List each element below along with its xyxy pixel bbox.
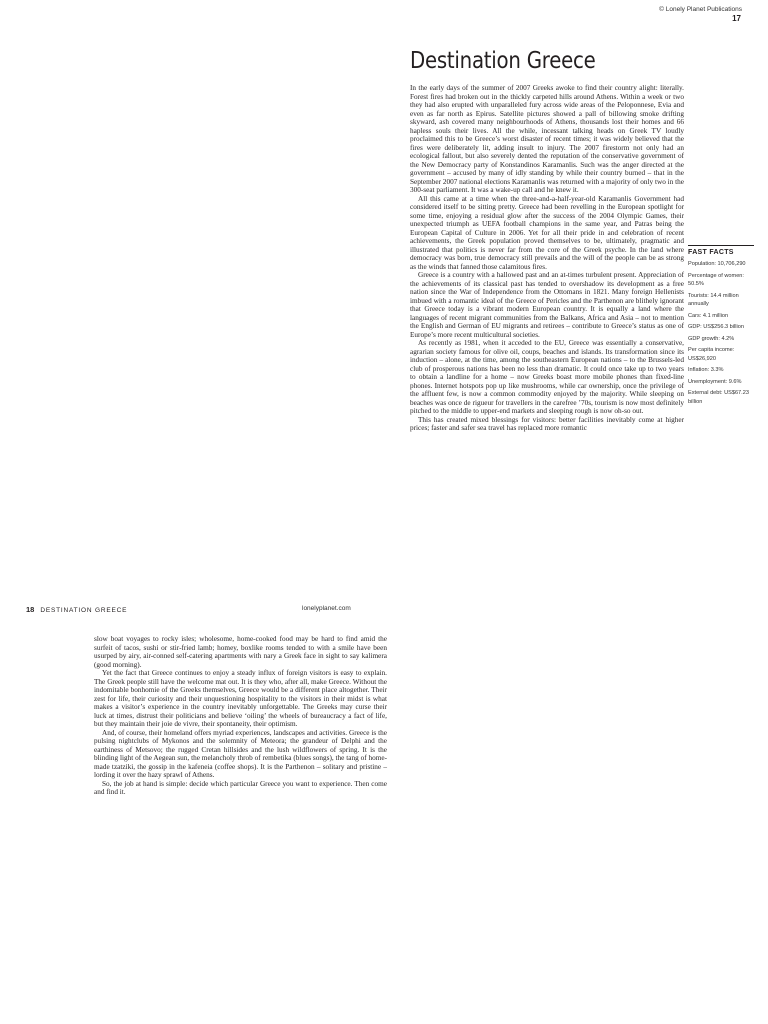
section-title: DESTINATION GREECE [40,607,128,614]
fact-item: GDP growth: 4.2% [688,335,735,342]
fast-facts-heading: FAST FACTS [688,249,734,256]
fact-item: Per capita income: US$26,920 [688,347,735,362]
fast-facts-sidebar [688,245,754,409]
article-column-left [94,635,387,797]
fact-item: Tourists: 14.4 million annually [688,292,739,307]
paragraph: And, of course, their homeland offers myriad experiences, landscapes and activities. Greece is the pulsing nightclubs of Mykonos and the solemnity of Meteora; the grandeur of Delphi and the earthiness of Metsovo; the rugged Cretan hillsides and the lush wildflowers of spring. It is the blinding light of the Aegean sun, the melancholy throb of rembetika (blues songs), the tang of home-made tzatziki, the gossip in the kafeneia (coffee shops). It is the Parthenon – solitary and pristine – lording it over the hazy sprawl of Athens. [94,728,387,779]
copyright-notice: © Lonely Planet Publications [659,6,742,13]
paragraph: slow boat voyages to rocky isles; wholesome, home-cooked food may be hard to find amid the surfeit of tacos, sushi or stir-fried lamb; homey, boxlike rooms tended to with a smile have been usurped by airy, air-conned self-catering apartments with nary a Greek face in sight to say kalimera (good morning). [94,635,387,669]
paragraph: This has created mixed blessings for visitors: better facilities inevitably come at higher prices; faster and safer sea travel has replaced more romantic [410,415,684,432]
fact-item: GDP: US$256.3 billion [688,324,744,330]
fact-item: Cars: 4.1 million [688,312,729,319]
paragraph: All this came at a time when the three-and-a-half-year-old Karamanlis Government had considered itself to be sitting pretty. Greece had been revelling in the European spotlight for some time, enjoying a residual glow after the success of the 2004 Olympic Games, their unexpected triumph as UEFA football champions in the same year, and Patras being the European Capital of Culture in 2006. Yet for all their pride in and celebration of recent achievements, the Greek population proved themselves to be, ultimately, pragmatic and illustrated that politics is never far from the core of the Greek psyche. In the land where democracy was born, true democracy still prevails and the will of the people can be as strong as the winds that fanned those calamitous fires. [410,194,684,271]
paragraph: So, the job at hand is simple: decide which particular Greece you want to experience. Then come and find it. [94,779,387,796]
paragraph: Greece is a country with a hallowed past and an at-times turbulent present. Appreciation of the achievements of its classical past has tended to overshadow its development as a free nation since the War of Independence from the Ottomans in 1821. Many foreign Hellenists imbued with a romantic ideal of the Greece of Pericles and the Parthenon are blithely ignorant that Greece today is a vibrant modern European country. It is equally a land where the languages of recent migrant communities from the Balkans, Africa and Asia – not to mention the English and German of EU migrants and retirees – contribute to Greece’s status as one of Europe’s more recent multicultural societies. [410,271,684,339]
fact-item: Population: 10,706,290 [688,261,746,267]
article-column-right [410,84,684,433]
fact-item: External debt: US$67.23 billion [688,390,749,405]
running-header [26,605,127,614]
fact-item: Unemployment: 9.6% [688,378,742,385]
page-title: Destination Greece [410,48,596,74]
paragraph: In the early days of the summer of 2007 Greeks awoke to find their country alight: literally. Forest fires had broken out in the thickly carpeted hills around Athens. Within a week or two they had also erupted with unparalleled fury across wide areas of the Peloponnese, Evia and even as far north as Epirus. Satellite pictures showed a pall of billowing smoke drifting skyward, ash covered many neighbourhoods of Athens, thousands lost their homes and 66 hapless souls their lives. All the while, incessant talking heads on Greek TV loudly proclaimed this to be Greece’s worst disaster of recent times; it was widely believed that the fires were deliberately lit, adding insult to injury. The 2007 firestorm not only had an ecological fallout, but also severely dented the reputation of the conservative government of the New Democracy party of Konstandinos Karamanlis. Such was the anger directed at the government – accused by many of idly standing by while their country burned – that in the September 2007 national elections Karamanlis was returned with a majority of only two in the 300-seat parliament. It was a wake-up call and he knew it. [410,84,684,194]
fact-item: Inflation: 3.3% [688,367,724,373]
website-label: lonelyplanet.com [302,605,351,612]
fact-item: Percentage of women: 50.5% [688,272,744,287]
page-number-top: 17 [732,14,741,23]
paragraph: Yet the fact that Greece continues to enjoy a steady influx of foreign visitors is easy to explain. The Greek people still have the welcome mat out. It is they who, after all, make Greece. Without the indomitable bonhomie of the Greeks themselves, Greece would be a different place altogether. Their zest for life, their curiosity and their unquestioning hospitality to the visitors in their midst is what makes a visitor’s experience in the country inevitably unforgettable. The Greeks may curse their luck at times, distrust their politicians and believe ‘oiling’ the wheels of bureaucracy a fact of life, but they maintain their joie de vivre, their spontaneity, their optimism. [94,669,387,728]
paragraph: As recently as 1981, when it acceded to the EU, Greece was essentially a conservative, agrarian society famous for olive oil, coups, beaches and islands. Its transformation since its induction – alone, at the time, among the southeastern European nations – to the Brussels-led club of prosperous nations has been no less than dramatic. It could once take up to two years to obtain a landline for a home – now Greeks boast more mobile phones than fixed-line phones. Internet hotspots pop up like mushrooms, while car ownership, once the privilege of the affluent few, is now a common commodity enjoyed by the majority. While sleeping on beaches was once de rigueur for travellers in the carefree ’70s, tourism is now most definitely pitched to the middle to upper-end markets and sleeping rough is now oh-so out. [410,339,684,415]
sidebar-rule [688,245,754,246]
page-number-bottom: 18 [26,605,35,614]
